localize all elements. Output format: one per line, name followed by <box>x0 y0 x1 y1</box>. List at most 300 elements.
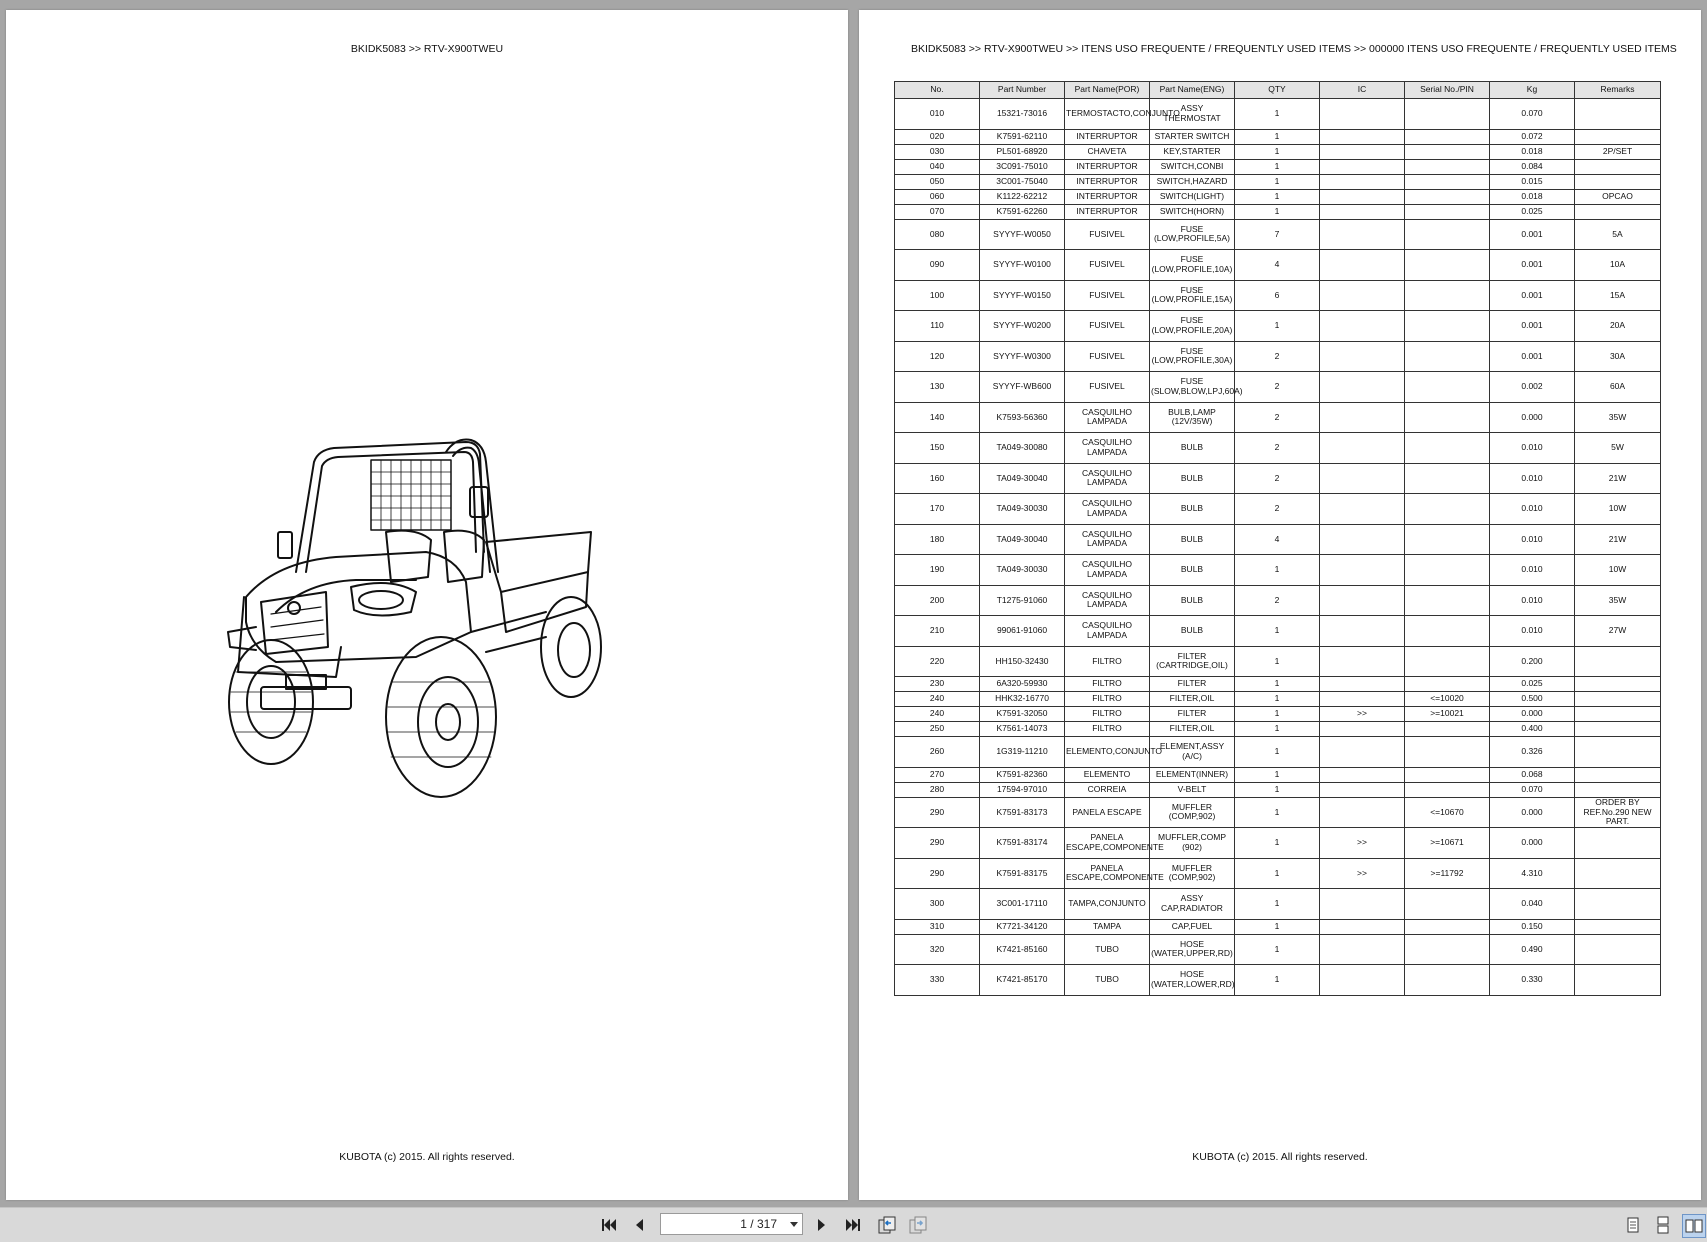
cell-kg: 0.490 <box>1490 934 1575 965</box>
next-page-button[interactable] <box>810 1214 832 1236</box>
cell-kg: 4.310 <box>1490 858 1575 889</box>
cell-qty: 1 <box>1235 965 1320 996</box>
cell-ic: >> <box>1320 707 1405 722</box>
cell-kg: 0.200 <box>1490 646 1575 677</box>
cell-qty: 1 <box>1235 722 1320 737</box>
column-header-ic: IC <box>1320 82 1405 99</box>
first-page-button[interactable] <box>598 1214 620 1236</box>
cell-serial <box>1405 494 1490 525</box>
cell-kg: 0.001 <box>1490 250 1575 281</box>
cell-qty: 1 <box>1235 189 1320 204</box>
cell-part-name-por: FILTRO <box>1065 692 1150 707</box>
cell-serial <box>1405 463 1490 494</box>
cell-no: 300 <box>895 889 980 920</box>
cell-part-name-por: PANELA ESCAPE <box>1065 797 1150 828</box>
cell-ic <box>1320 219 1405 250</box>
cell-kg: 0.000 <box>1490 402 1575 433</box>
cell-part-name-por: CASQUILHO LAMPADA <box>1065 402 1150 433</box>
cell-part-name-eng: SWITCH(HORN) <box>1150 204 1235 219</box>
table-row <box>895 463 1661 494</box>
cell-part-number: HHK32-16770 <box>980 692 1065 707</box>
table-row <box>895 402 1661 433</box>
cell-serial <box>1405 782 1490 797</box>
cell-qty: 1 <box>1235 99 1320 130</box>
cell-serial <box>1405 144 1490 159</box>
cell-part-name-por: FILTRO <box>1065 677 1150 692</box>
cell-kg: 0.010 <box>1490 463 1575 494</box>
cell-part-name-por: TERMOSTACTO,CONJUNTO <box>1065 99 1150 130</box>
cell-remarks: 21W <box>1575 524 1661 555</box>
cell-part-name-eng: HOSE (WATER,LOWER,RD) <box>1150 965 1235 996</box>
cell-no: 280 <box>895 782 980 797</box>
go-back-view-button[interactable] <box>876 1214 898 1236</box>
table-row <box>895 144 1661 159</box>
cell-qty: 1 <box>1235 159 1320 174</box>
table-row <box>895 616 1661 647</box>
cell-serial <box>1405 250 1490 281</box>
cell-no: 020 <box>895 129 980 144</box>
cell-kg: 0.070 <box>1490 99 1575 130</box>
table-row <box>895 341 1661 372</box>
table-row <box>895 433 1661 464</box>
cell-ic <box>1320 555 1405 586</box>
cell-no: 030 <box>895 144 980 159</box>
cell-part-name-por: TAMPA <box>1065 919 1150 934</box>
cell-remarks <box>1575 919 1661 934</box>
cell-kg: 0.002 <box>1490 372 1575 403</box>
table-row <box>895 965 1661 996</box>
cell-ic <box>1320 204 1405 219</box>
table-row <box>895 494 1661 525</box>
cell-part-name-por: FILTRO <box>1065 646 1150 677</box>
cell-part-name-por: ELEMENTO <box>1065 767 1150 782</box>
right-page-footer: KUBOTA (c) 2015. All rights reserved. <box>1192 1151 1368 1163</box>
two-page-view-icon <box>1685 1217 1703 1235</box>
cell-ic <box>1320 341 1405 372</box>
cell-part-name-eng: BULB <box>1150 555 1235 586</box>
cell-serial <box>1405 677 1490 692</box>
page-number-field[interactable] <box>660 1213 803 1235</box>
cell-qty: 2 <box>1235 402 1320 433</box>
cell-remarks: 35W <box>1575 585 1661 616</box>
left-page-header: BKIDK5083 >> RTV-X900TWEU <box>350 43 504 55</box>
cell-remarks <box>1575 737 1661 768</box>
utility-vehicle-illustration <box>216 432 646 807</box>
cell-no: 290 <box>895 828 980 859</box>
cell-part-name-eng: FUSE (SLOW,BLOW,LPJ,60A) <box>1150 372 1235 403</box>
cell-serial <box>1405 646 1490 677</box>
cell-kg: 0.400 <box>1490 722 1575 737</box>
cell-part-number: T1275-91060 <box>980 585 1065 616</box>
cell-serial <box>1405 889 1490 920</box>
cell-remarks: OPCAO <box>1575 189 1661 204</box>
cell-part-name-eng: BULB,LAMP (12V/35W) <box>1150 402 1235 433</box>
continuous-view-button[interactable] <box>1652 1214 1674 1236</box>
table-row <box>895 555 1661 586</box>
table-row <box>895 372 1661 403</box>
cell-ic <box>1320 99 1405 130</box>
column-header-part-name-eng: Part Name(ENG) <box>1150 82 1235 99</box>
cell-part-number: 3C001-17110 <box>980 889 1065 920</box>
cell-qty: 1 <box>1235 144 1320 159</box>
cell-kg: 0.001 <box>1490 341 1575 372</box>
cell-part-name-por: FILTRO <box>1065 707 1150 722</box>
cell-ic <box>1320 433 1405 464</box>
cell-kg: 0.015 <box>1490 174 1575 189</box>
table-row <box>895 828 1661 859</box>
cell-part-name-eng: ELEMENT(INNER) <box>1150 767 1235 782</box>
cell-part-name-por: CASQUILHO LAMPADA <box>1065 616 1150 647</box>
column-header-qty: QTY <box>1235 82 1320 99</box>
cell-qty: 1 <box>1235 692 1320 707</box>
table-row <box>895 858 1661 889</box>
cell-qty: 1 <box>1235 737 1320 768</box>
cell-ic <box>1320 463 1405 494</box>
cell-remarks <box>1575 965 1661 996</box>
cell-no: 160 <box>895 463 980 494</box>
cell-part-name-eng: FUSE (LOW,PROFILE,20A) <box>1150 311 1235 342</box>
cell-part-name-eng: FUSE (LOW,PROFILE,5A) <box>1150 219 1235 250</box>
cell-ic <box>1320 159 1405 174</box>
table-row <box>895 189 1661 204</box>
cell-ic <box>1320 494 1405 525</box>
cell-ic <box>1320 646 1405 677</box>
cell-kg: 0.001 <box>1490 311 1575 342</box>
cell-no: 040 <box>895 159 980 174</box>
last-page-button[interactable] <box>842 1214 864 1236</box>
cell-kg: 0.018 <box>1490 189 1575 204</box>
two-page-view-button[interactable] <box>1682 1214 1706 1238</box>
cell-part-name-eng: FILTER (CARTRIDGE,OIL) <box>1150 646 1235 677</box>
cell-ic <box>1320 129 1405 144</box>
cell-no: 230 <box>895 677 980 692</box>
cell-qty: 1 <box>1235 919 1320 934</box>
cell-remarks: 15A <box>1575 280 1661 311</box>
cell-part-name-por: TUBO <box>1065 934 1150 965</box>
cell-ic <box>1320 250 1405 281</box>
cell-serial <box>1405 555 1490 586</box>
cell-part-number: TA049-30040 <box>980 524 1065 555</box>
cell-part-name-por: FUSIVEL <box>1065 372 1150 403</box>
cell-part-number: 15321-73016 <box>980 99 1065 130</box>
cell-part-name-por: INTERRUPTOR <box>1065 159 1150 174</box>
cell-no: 140 <box>895 402 980 433</box>
cell-part-name-por: CORREIA <box>1065 782 1150 797</box>
cell-qty: 1 <box>1235 129 1320 144</box>
table-row <box>895 585 1661 616</box>
cell-qty: 4 <box>1235 250 1320 281</box>
cell-part-number: TA049-30030 <box>980 555 1065 586</box>
cell-part-name-por: FUSIVEL <box>1065 250 1150 281</box>
cell-remarks: 30A <box>1575 341 1661 372</box>
go-forward-view-button[interactable] <box>907 1214 929 1236</box>
cell-no: 190 <box>895 555 980 586</box>
cell-part-number: K7591-32050 <box>980 707 1065 722</box>
cell-ic <box>1320 174 1405 189</box>
cell-serial <box>1405 737 1490 768</box>
cell-serial <box>1405 219 1490 250</box>
cell-part-name-por: INTERRUPTOR <box>1065 129 1150 144</box>
cell-part-number: K7593-56360 <box>980 402 1065 433</box>
cell-part-name-por: FUSIVEL <box>1065 280 1150 311</box>
column-header-part-name-por: Part Name(POR) <box>1065 82 1150 99</box>
cell-ic <box>1320 797 1405 828</box>
cell-part-name-por: FUSIVEL <box>1065 219 1150 250</box>
single-page-view-icon <box>1624 1216 1642 1234</box>
cell-no: 060 <box>895 189 980 204</box>
last-page-icon <box>844 1216 862 1234</box>
cell-part-number: 3C001-75040 <box>980 174 1065 189</box>
cell-remarks <box>1575 858 1661 889</box>
right-page <box>859 10 1701 1200</box>
cell-no: 090 <box>895 250 980 281</box>
cell-part-number: TA049-30030 <box>980 494 1065 525</box>
cell-kg: 0.070 <box>1490 782 1575 797</box>
table-row <box>895 889 1661 920</box>
cell-no: 320 <box>895 934 980 965</box>
table-row <box>895 174 1661 189</box>
cell-serial <box>1405 159 1490 174</box>
cell-no: 270 <box>895 767 980 782</box>
page-number-input[interactable] <box>661 1214 781 1234</box>
cell-serial: >=10671 <box>1405 828 1490 859</box>
cell-part-number: K7591-83174 <box>980 828 1065 859</box>
cell-remarks: ORDER BY REF.No.290 NEW PART. <box>1575 797 1661 828</box>
table-row <box>895 797 1661 828</box>
cell-ic <box>1320 722 1405 737</box>
cell-part-name-por: CASQUILHO LAMPADA <box>1065 494 1150 525</box>
parts-table-body <box>895 99 1661 996</box>
cell-part-name-por: FILTRO <box>1065 722 1150 737</box>
left-page-footer: KUBOTA (c) 2015. All rights reserved. <box>339 1151 515 1163</box>
cell-no: 220 <box>895 646 980 677</box>
cell-serial <box>1405 433 1490 464</box>
cell-part-number: K7591-83175 <box>980 858 1065 889</box>
table-row <box>895 99 1661 130</box>
cell-remarks: 20A <box>1575 311 1661 342</box>
cell-serial <box>1405 722 1490 737</box>
cell-qty: 1 <box>1235 707 1320 722</box>
cell-ic <box>1320 737 1405 768</box>
cell-part-name-por: INTERRUPTOR <box>1065 189 1150 204</box>
cell-part-name-eng: BULB <box>1150 524 1235 555</box>
cell-part-name-por: INTERRUPTOR <box>1065 204 1150 219</box>
cell-qty: 2 <box>1235 494 1320 525</box>
cell-part-name-eng: SWITCH,CONBI <box>1150 159 1235 174</box>
cell-serial <box>1405 919 1490 934</box>
cell-part-name-por: CASQUILHO LAMPADA <box>1065 524 1150 555</box>
cell-qty: 2 <box>1235 341 1320 372</box>
cell-part-number: SYYYF-W0300 <box>980 341 1065 372</box>
cell-kg: 0.001 <box>1490 280 1575 311</box>
cell-serial <box>1405 341 1490 372</box>
cell-qty: 1 <box>1235 174 1320 189</box>
table-row <box>895 524 1661 555</box>
cell-no: 200 <box>895 585 980 616</box>
cell-part-name-eng: FUSE (LOW,PROFILE,30A) <box>1150 341 1235 372</box>
cell-remarks <box>1575 828 1661 859</box>
cell-part-number: 99061-91060 <box>980 616 1065 647</box>
cell-ic <box>1320 889 1405 920</box>
cell-qty: 4 <box>1235 524 1320 555</box>
cell-remarks <box>1575 767 1661 782</box>
cell-remarks: 5A <box>1575 219 1661 250</box>
cell-no: 310 <box>895 919 980 934</box>
cell-ic <box>1320 782 1405 797</box>
cell-serial <box>1405 965 1490 996</box>
cell-part-name-eng: BULB <box>1150 494 1235 525</box>
cell-part-name-por: ELEMENTO,CONJUNTO <box>1065 737 1150 768</box>
cell-remarks <box>1575 159 1661 174</box>
table-row <box>895 129 1661 144</box>
cell-kg: 0.010 <box>1490 585 1575 616</box>
cell-remarks: 10A <box>1575 250 1661 281</box>
cell-serial <box>1405 129 1490 144</box>
cell-qty: 7 <box>1235 219 1320 250</box>
cell-remarks: 5W <box>1575 433 1661 464</box>
table-row <box>895 707 1661 722</box>
single-page-view-button[interactable] <box>1622 1214 1644 1236</box>
cell-kg: 0.010 <box>1490 616 1575 647</box>
cell-remarks: 35W <box>1575 402 1661 433</box>
chevron-down-icon[interactable] <box>790 1222 798 1227</box>
column-header-serial: Serial No./PIN <box>1405 82 1490 99</box>
cell-no: 100 <box>895 280 980 311</box>
cell-ic: >> <box>1320 858 1405 889</box>
table-row <box>895 767 1661 782</box>
table-row <box>895 934 1661 965</box>
cell-kg: 0.072 <box>1490 129 1575 144</box>
cell-kg: 0.010 <box>1490 555 1575 586</box>
left-page <box>6 10 848 1200</box>
cell-qty: 2 <box>1235 372 1320 403</box>
cell-part-name-por: CASQUILHO LAMPADA <box>1065 555 1150 586</box>
cell-part-name-por: PANELA ESCAPE,COMPONENTE <box>1065 858 1150 889</box>
cell-part-name-por: FUSIVEL <box>1065 311 1150 342</box>
cell-part-number: SYYYF-W0100 <box>980 250 1065 281</box>
cell-kg: 0.010 <box>1490 433 1575 464</box>
cell-part-number: K7591-62110 <box>980 129 1065 144</box>
next-page-icon <box>812 1216 830 1234</box>
cell-part-name-por: CHAVETA <box>1065 144 1150 159</box>
cell-part-name-eng: FILTER <box>1150 707 1235 722</box>
cell-remarks <box>1575 129 1661 144</box>
cell-ic <box>1320 280 1405 311</box>
cell-remarks <box>1575 677 1661 692</box>
cell-remarks <box>1575 99 1661 130</box>
cell-part-number: 6A320-59930 <box>980 677 1065 692</box>
previous-page-icon <box>631 1216 649 1234</box>
table-row <box>895 204 1661 219</box>
cell-part-number: K7591-62260 <box>980 204 1065 219</box>
cell-serial <box>1405 616 1490 647</box>
cell-ic: >> <box>1320 828 1405 859</box>
cell-ic <box>1320 919 1405 934</box>
table-row <box>895 677 1661 692</box>
cell-remarks: 21W <box>1575 463 1661 494</box>
cell-part-number: SYYYF-W0050 <box>980 219 1065 250</box>
cell-no: 050 <box>895 174 980 189</box>
table-row <box>895 311 1661 342</box>
cell-kg: 0.068 <box>1490 767 1575 782</box>
cell-part-name-eng: SWITCH(LIGHT) <box>1150 189 1235 204</box>
previous-page-button[interactable] <box>629 1214 651 1236</box>
cell-part-name-eng: FILTER,OIL <box>1150 692 1235 707</box>
table-row <box>895 722 1661 737</box>
cell-part-name-por: INTERRUPTOR <box>1065 174 1150 189</box>
cell-part-name-eng: BULB <box>1150 585 1235 616</box>
cell-ic <box>1320 677 1405 692</box>
cell-part-name-eng: STARTER SWITCH <box>1150 129 1235 144</box>
table-row <box>895 737 1661 768</box>
cell-no: 120 <box>895 341 980 372</box>
cell-kg: 0.000 <box>1490 828 1575 859</box>
cell-kg: 0.000 <box>1490 797 1575 828</box>
cell-serial <box>1405 174 1490 189</box>
cell-part-number: K1122-62212 <box>980 189 1065 204</box>
cell-qty: 1 <box>1235 646 1320 677</box>
cell-serial <box>1405 524 1490 555</box>
cell-part-name-eng: KEY,STARTER <box>1150 144 1235 159</box>
cell-no: 070 <box>895 204 980 219</box>
cell-part-name-eng: SWITCH,HAZARD <box>1150 174 1235 189</box>
cell-serial <box>1405 280 1490 311</box>
cell-part-number: PL501-68920 <box>980 144 1065 159</box>
table-row <box>895 692 1661 707</box>
cell-remarks <box>1575 204 1661 219</box>
cell-qty: 2 <box>1235 585 1320 616</box>
continuous-view-icon <box>1654 1216 1672 1234</box>
cell-qty: 6 <box>1235 280 1320 311</box>
cell-qty: 2 <box>1235 433 1320 464</box>
cell-serial: >=11792 <box>1405 858 1490 889</box>
cell-remarks <box>1575 782 1661 797</box>
cell-remarks: 60A <box>1575 372 1661 403</box>
cell-remarks: 2P/SET <box>1575 144 1661 159</box>
cell-part-number: K7591-82360 <box>980 767 1065 782</box>
cell-part-name-por: CASQUILHO LAMPADA <box>1065 433 1150 464</box>
column-header-part-number: Part Number <box>980 82 1065 99</box>
cell-remarks <box>1575 722 1661 737</box>
go-back-view-icon <box>877 1215 897 1235</box>
right-page-header: BKIDK5083 >> RTV-X900TWEU >> ITENS USO FREQUENTE / FREQUENTLY USED ITEMS >> 000000 ITENS USO FREQUENTE / FREQUENTLY USED ITEMS <box>911 43 1677 55</box>
table-row <box>895 782 1661 797</box>
cell-qty: 1 <box>1235 616 1320 647</box>
cell-part-number: K7561-14073 <box>980 722 1065 737</box>
table-row <box>895 219 1661 250</box>
cell-ic <box>1320 585 1405 616</box>
cell-part-name-por: TUBO <box>1065 965 1150 996</box>
cell-qty: 1 <box>1235 204 1320 219</box>
cell-no: 110 <box>895 311 980 342</box>
cell-serial: <=10670 <box>1405 797 1490 828</box>
cell-part-number: K7421-85160 <box>980 934 1065 965</box>
cell-no: 240 <box>895 692 980 707</box>
cell-ic <box>1320 311 1405 342</box>
cell-qty: 1 <box>1235 767 1320 782</box>
cell-kg: 0.084 <box>1490 159 1575 174</box>
cell-part-number: K7591-83173 <box>980 797 1065 828</box>
cell-qty: 1 <box>1235 934 1320 965</box>
cell-part-name-eng: FILTER,OIL <box>1150 722 1235 737</box>
cell-part-number: TA049-30040 <box>980 463 1065 494</box>
cell-part-name-eng: FILTER <box>1150 677 1235 692</box>
cell-remarks: 10W <box>1575 494 1661 525</box>
cell-ic <box>1320 402 1405 433</box>
cell-part-number: 1G319-11210 <box>980 737 1065 768</box>
cell-part-name-por: CASQUILHO LAMPADA <box>1065 585 1150 616</box>
cell-kg: 0.025 <box>1490 204 1575 219</box>
